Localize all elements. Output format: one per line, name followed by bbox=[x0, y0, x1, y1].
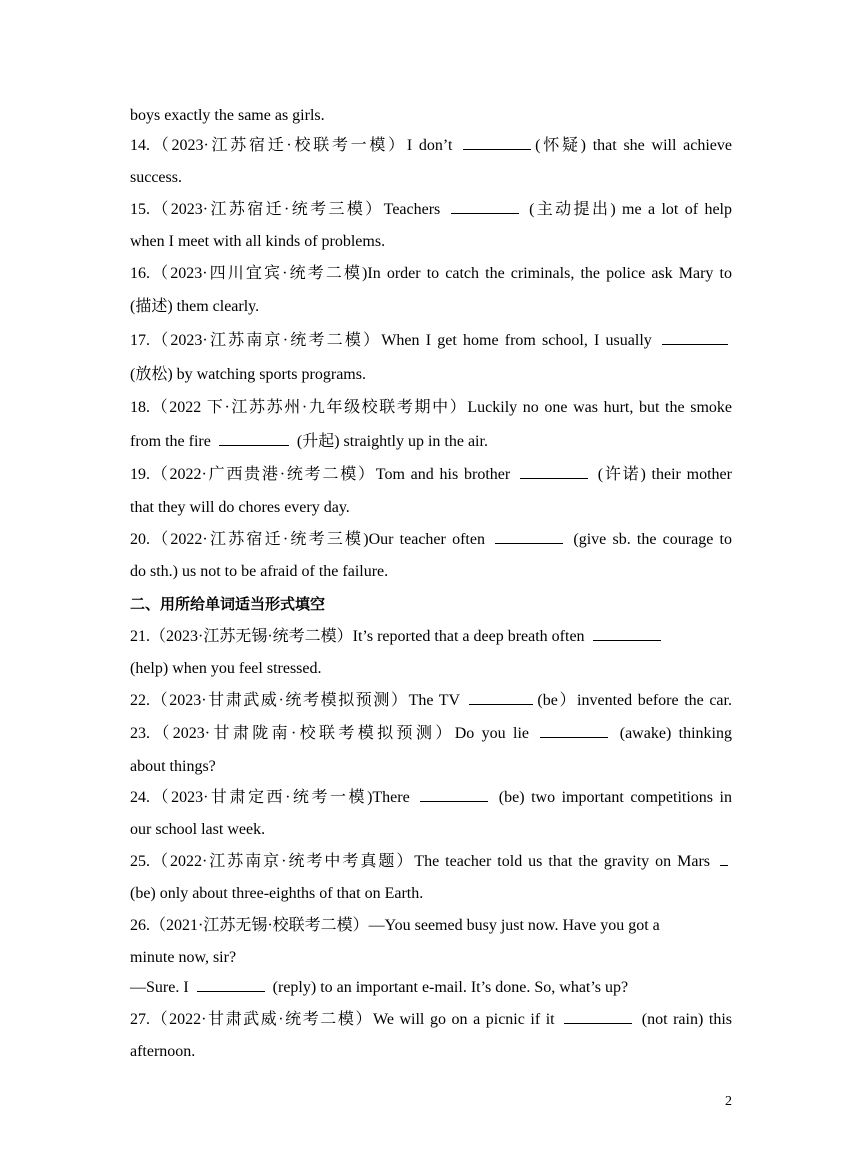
answer-blank[interactable] bbox=[197, 977, 265, 992]
text-line: our school last week. bbox=[130, 821, 266, 838]
question-21: 21.（2023·江苏无锡·统考二模）It’s reported that a deep breath often bbox=[130, 625, 732, 649]
question-24: 24.（2023·甘肃定西·统考一模)There (be) two important competitions in bbox=[130, 789, 732, 806]
text-line: (help) when you feel stressed. bbox=[130, 660, 322, 677]
question-25: 25.（2022·江苏南京·统考中考真题）The teacher told us that the gravity on Mars bbox=[130, 850, 732, 874]
text-line: when I meet with all kinds of problems. bbox=[130, 233, 386, 250]
section-heading: 二、用所给单词适当形式填空 bbox=[130, 595, 326, 613]
question-22: 22.（2023·甘肃武威·统考模拟预测）The TV (be）invented before the car. bbox=[130, 692, 732, 709]
question-15: 15.（2023·江苏宿迁·统考三模）Teachers (主动提出) me a lot of help bbox=[130, 201, 732, 218]
text-line: afternoon. bbox=[130, 1043, 196, 1060]
text-line: minute now, sir? bbox=[130, 949, 237, 966]
text-line: from the fire (升起) straightly up in the air. bbox=[130, 433, 488, 450]
answer-blank[interactable] bbox=[593, 626, 661, 641]
question-20: 20.（2022·江苏宿迁·统考三模)Our teacher often (give sb. the courage to bbox=[130, 531, 732, 548]
question-16: 16.（2023·四川宜宾·统考二模)In order to catch the criminals, the police ask Mary to bbox=[130, 265, 732, 282]
text-line: (be) only about three-eighths of that on Earth. bbox=[130, 885, 424, 902]
dialogue-line: —Sure. I (reply) to an important e-mail. It’s done. So, what’s up? bbox=[130, 979, 629, 996]
answer-blank[interactable] bbox=[520, 464, 588, 479]
text-line: that they will do chores every day. bbox=[130, 499, 350, 516]
question-14: 14.（2023·江苏宿迁·校联考一模）I don’t (怀疑) that she will achieve bbox=[130, 137, 732, 154]
text-line: boys exactly the same as girls. bbox=[130, 107, 325, 124]
question-27: 27.（2022·甘肃武威·统考二模）We will go on a picnic if it (not rain) this bbox=[130, 1011, 732, 1028]
question-23: 23.（2023·甘肃陇南·校联考模拟预测）Do you lie (awake) thinking bbox=[130, 725, 732, 742]
answer-blank[interactable] bbox=[495, 529, 563, 544]
question-17: 17.（2023·江苏南京·统考二模）When I get home from school, I usually bbox=[130, 329, 732, 353]
answer-blank[interactable] bbox=[420, 787, 488, 802]
question-18: 18.（2022 下·江苏苏州·九年级校联考期中）Luckily no one was hurt, but the smoke bbox=[130, 399, 732, 416]
text-line: (放松) by watching sports programs. bbox=[130, 366, 366, 383]
text-line: (描述) them clearly. bbox=[130, 298, 260, 315]
answer-blank[interactable] bbox=[469, 690, 533, 705]
answer-blank[interactable] bbox=[219, 431, 289, 446]
answer-blank[interactable] bbox=[720, 851, 728, 866]
text-line: about things? bbox=[130, 758, 216, 775]
question-19: 19.（2022·广西贵港·统考二模）Tom and his brother (许诺) their mother bbox=[130, 466, 732, 483]
answer-blank[interactable] bbox=[540, 723, 608, 738]
answer-blank[interactable] bbox=[564, 1009, 632, 1024]
answer-blank[interactable] bbox=[451, 199, 519, 214]
text-line: do sth.) us not to be afraid of the failure. bbox=[130, 563, 389, 580]
answer-blank[interactable] bbox=[463, 135, 531, 150]
text-line: success. bbox=[130, 169, 182, 186]
question-26: 26.（2021·江苏无锡·校联考二模）—You seemed busy just now. Have you got a bbox=[130, 917, 660, 934]
page-number: 2 bbox=[725, 1094, 732, 1109]
answer-blank[interactable] bbox=[662, 330, 728, 345]
